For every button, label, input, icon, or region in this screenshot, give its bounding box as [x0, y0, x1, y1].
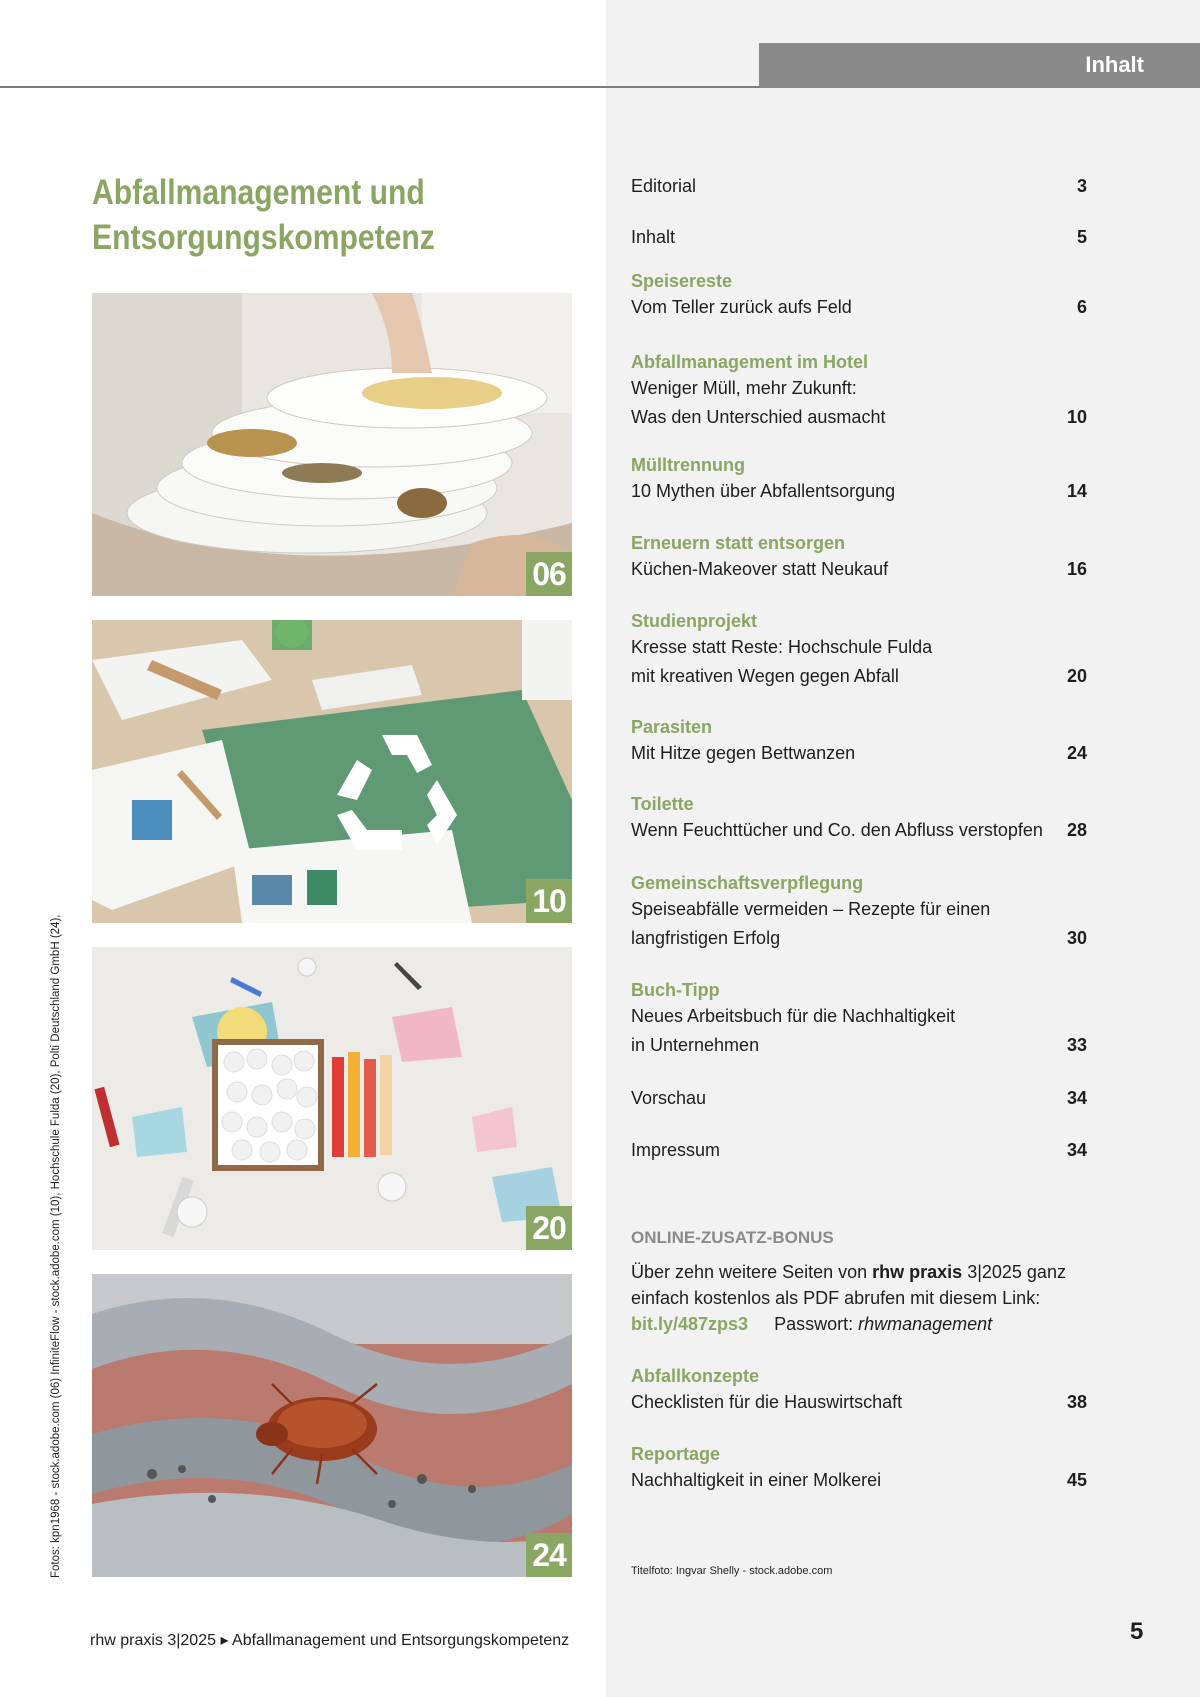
toc-entry-speisereste[interactable] — [631, 269, 1087, 322]
toc-line: Inhalt 5 — [631, 223, 1087, 252]
magazine-name: rhw praxis — [872, 1262, 963, 1282]
toc-page: 33 — [1066, 1035, 1087, 1055]
page-badge: 10 — [526, 879, 572, 923]
bonus-link[interactable]: bit.ly/487zps3 — [631, 1314, 749, 1334]
toc-entry-vorschau[interactable] — [631, 1084, 1087, 1113]
toc-page: 3 — [1076, 176, 1087, 196]
page-badge: 06 — [526, 552, 572, 596]
toc-entry-inhalt[interactable] — [631, 223, 1087, 252]
toc-line: Checklisten für die Hauswirtschaft 38 — [631, 1388, 1087, 1417]
toc-category: Speisereste — [631, 271, 733, 291]
toc-entry-abfallmanagement-hotel[interactable] — [631, 350, 1087, 432]
toc-line: Was den Unterschied ausmacht 10 — [631, 403, 1087, 432]
toc-entry-erneuern[interactable] — [631, 531, 1087, 584]
toc-page: 10 — [1066, 407, 1087, 427]
toc-line: Editorial 3 — [631, 172, 1087, 201]
toc-category: Gemeinschaftsverpflegung — [631, 873, 864, 893]
bonus-text: Über zehn weitere Seiten von rhw praxis 3|2025 ganz einfach kostenlos als PDF abrufen mit diesem Link: — [631, 1262, 1066, 1308]
password-value: rhwmanagement — [858, 1314, 993, 1334]
section-label: Inhalt — [1085, 52, 1144, 77]
toc-entry-abfallkonzepte[interactable] — [631, 1364, 1087, 1417]
toc-entry-impressum[interactable] — [631, 1136, 1087, 1165]
toc-entry-buch-tipp[interactable] — [631, 978, 1087, 1060]
toc-category: Mülltrennung — [631, 455, 745, 475]
photo-credit: Fotos: kpn1968 - stock.adobe.com (06) InfiniteFlow - stock.adobe.com (10), Hochschule Fulda (20), Polti Deutschland GmbH (24), — [50, 914, 62, 1578]
toc-category: Abfallkonzepte — [631, 1366, 760, 1386]
toc-category: Parasiten — [631, 717, 713, 737]
toc-category: Studienprojekt — [631, 611, 758, 631]
photo-recycling — [92, 620, 572, 923]
toc-page: 24 — [1066, 743, 1087, 763]
bonus-link-row — [631, 1311, 992, 1337]
header-rule — [0, 86, 759, 88]
toc-line: Nachhaltigkeit in einer Molkerei 45 — [631, 1466, 1087, 1495]
toc-entry-studienprojekt[interactable] — [631, 609, 1087, 691]
toc-line: Mit Hitze gegen Bettwanzen 24 — [631, 739, 1087, 768]
toc-page: 28 — [1066, 820, 1087, 840]
toc-line: mit kreativen Wegen gegen Abfall 20 — [631, 662, 1087, 691]
toc-category: Erneuern statt entsorgen — [631, 533, 846, 553]
toc-page: 20 — [1066, 666, 1087, 686]
toc-entry-editorial[interactable] — [631, 172, 1087, 201]
page-title-line-2: Entsorgungskompetenz — [92, 218, 435, 257]
photo-craft-table — [92, 947, 572, 1250]
toc-page: 6 — [1076, 297, 1087, 317]
toc-page: 45 — [1066, 1470, 1087, 1490]
bonus-heading: ONLINE-ZUSATZ-BONUS — [631, 1228, 834, 1247]
toc-line: 10 Mythen über Abfallentsorgung 14 — [631, 477, 1087, 506]
toc-line: Weniger Müll, mehr Zukunft: — [631, 378, 857, 398]
toc-line: langfristigen Erfolg 30 — [631, 924, 1087, 953]
toc-entry-gemeinschaftsverpflegung[interactable] — [631, 871, 1087, 953]
photo-bedbug — [92, 1274, 572, 1577]
toc-line: Küchen-Makeover statt Neukauf 16 — [631, 555, 1087, 584]
toc-entry-muelltrennung[interactable] — [631, 453, 1087, 506]
toc-page: 34 — [1066, 1140, 1087, 1160]
toc-line: Wenn Feuchttücher und Co. den Abfluss verstopfen 28 — [631, 816, 1087, 845]
toc-line: Neues Arbeitsbuch für die Nachhaltigkeit — [631, 1006, 956, 1026]
password-label: Passwort: — [774, 1314, 859, 1334]
toc-entry-parasiten[interactable] — [631, 715, 1087, 768]
toc-line: in Unternehmen 33 — [631, 1031, 1087, 1060]
photo-food-leftovers — [92, 293, 572, 596]
toc-page: 16 — [1066, 559, 1087, 579]
toc-page: 38 — [1066, 1392, 1087, 1412]
toc-entry-reportage[interactable] — [631, 1442, 1087, 1495]
toc-category: Abfallmanagement im Hotel — [631, 352, 869, 372]
page-number: 5 — [1130, 1618, 1144, 1645]
toc-page: 30 — [1066, 928, 1087, 948]
toc-category: Toilette — [631, 794, 694, 814]
toc-line: Impressum 34 — [631, 1136, 1087, 1165]
toc-line: Speiseabfälle vermeiden – Rezepte für einen — [631, 899, 991, 919]
toc-page: 5 — [1076, 227, 1087, 247]
section-tab — [759, 43, 1200, 88]
page-badge: 20 — [526, 1206, 572, 1250]
toc-line: Vorschau 34 — [631, 1084, 1087, 1113]
footer-text: rhw praxis 3|2025 ▸ Abfallmanagement und Entsorgungskompetenz — [90, 1632, 570, 1649]
toc-line: Vom Teller zurück aufs Feld 6 — [631, 293, 1087, 322]
toc-category: Buch-Tipp — [631, 980, 720, 1000]
page-badge: 24 — [526, 1533, 572, 1577]
toc-page: 14 — [1066, 481, 1087, 501]
toc-entry-toilette[interactable] — [631, 792, 1087, 845]
page-title — [92, 170, 505, 260]
title-photo-credit: Titelfoto: Ingvar Shelly - stock.adobe.com — [631, 1565, 833, 1577]
page-title-line-1: Abfallmanagement und — [92, 173, 425, 212]
toc-category: Reportage — [631, 1444, 721, 1464]
toc-line: Kresse statt Reste: Hochschule Fulda — [631, 637, 933, 657]
toc-page: 34 — [1066, 1088, 1087, 1108]
